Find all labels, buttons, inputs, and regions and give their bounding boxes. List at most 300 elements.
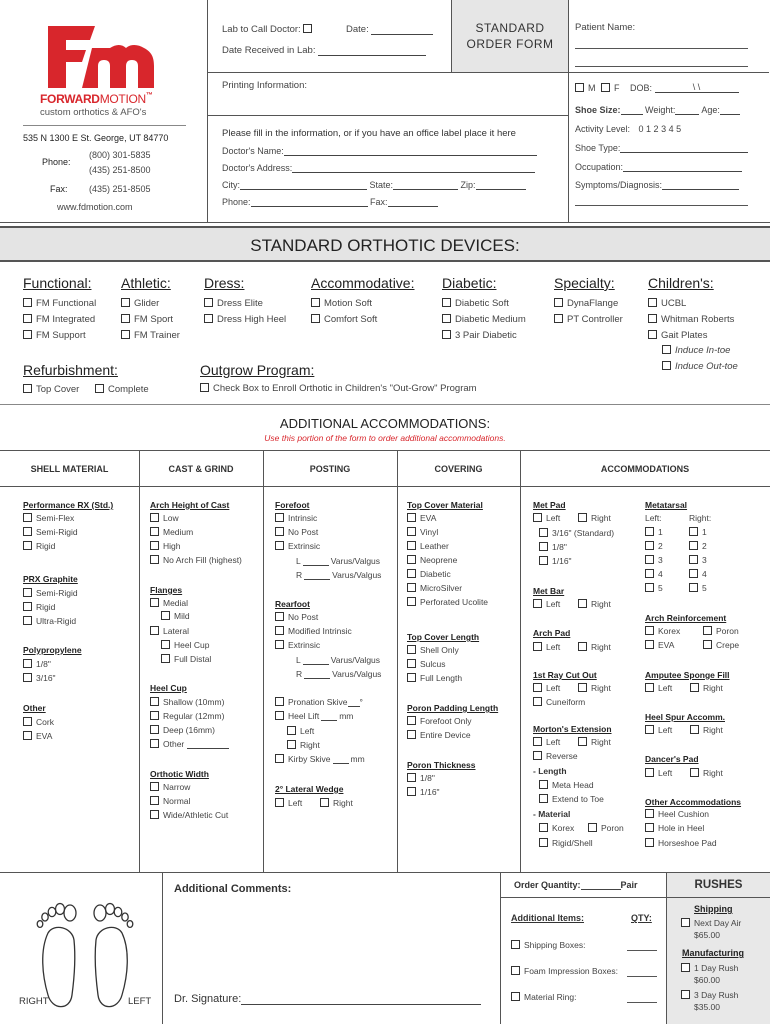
pronation-skive-label: Pronation Skive: [288, 697, 348, 707]
date-received-field[interactable]: [318, 55, 426, 56]
form-title-box: [452, 0, 568, 72]
forefoot-only-checkbox[interactable]: [407, 716, 416, 725]
shallow-checkbox[interactable]: [150, 697, 159, 706]
semi-rigid-checkbox[interactable]: [23, 527, 32, 536]
fm-trainer-checkbox[interactable]: [121, 330, 130, 339]
ray-left-checkbox[interactable]: [533, 683, 542, 692]
motion-soft-label: Motion Soft: [324, 298, 373, 309]
kirby-skive-field[interactable]: [333, 763, 349, 764]
fm-sport-label: FM Sport: [134, 314, 174, 325]
ray-left-label: Left: [546, 683, 561, 693]
top-cover-label: Top Cover: [36, 384, 80, 395]
material-korex-label: Korex: [552, 823, 575, 833]
leather-checkbox[interactable]: [407, 541, 416, 550]
degree-symbol: °: [359, 697, 363, 707]
rigid-checkbox[interactable]: [23, 541, 32, 550]
cork-checkbox[interactable]: [23, 717, 32, 726]
shoe-type-field[interactable]: [620, 152, 748, 153]
entire-device-label: Entire Device: [420, 730, 471, 740]
leather-label: Leather: [420, 541, 449, 551]
foam-boxes-label: Foam Impression Boxes:: [524, 966, 619, 976]
met-left-2-checkbox[interactable]: [645, 541, 654, 550]
col-posting: POSTING: [309, 464, 351, 474]
brand-rest: MOTION: [99, 92, 146, 106]
met-left-3-checkbox[interactable]: [645, 555, 654, 564]
met-left-4-checkbox[interactable]: [645, 569, 654, 578]
dancer-left-label: Left: [658, 768, 673, 778]
normal-checkbox[interactable]: [150, 796, 159, 805]
dynaflange-checkbox[interactable]: [554, 298, 563, 307]
reinf-poron-checkbox[interactable]: [703, 626, 712, 635]
perforated-ucolite-label: Perforated Ucolite: [420, 597, 489, 607]
doctor-fax-field[interactable]: [388, 206, 438, 207]
heel-lift-right-checkbox[interactable]: [287, 740, 296, 749]
logo: [40, 22, 170, 122]
city-label: City:: [222, 180, 240, 190]
amputee-left-label: Left: [658, 683, 673, 693]
met-pad-1-8-label: 1/8": [552, 542, 567, 552]
rigid-shell-checkbox[interactable]: [539, 838, 548, 847]
date-received-label: Date Received in Lab:: [222, 45, 316, 56]
rf-no-post-checkbox[interactable]: [275, 612, 284, 621]
material-ring-checkbox[interactable]: [511, 992, 520, 1001]
shell-eva-label: EVA: [36, 731, 53, 741]
met-pad-1-8-checkbox[interactable]: [539, 542, 548, 551]
met-left-5-checkbox[interactable]: [645, 583, 654, 592]
ray-right-checkbox[interactable]: [578, 683, 587, 692]
prx-semi-rigid-label: Semi-Rigid: [36, 588, 78, 598]
pt-controller-checkbox[interactable]: [554, 314, 563, 323]
mortons-extension-heading: Morton's Extension: [533, 724, 612, 734]
gait-plates-checkbox[interactable]: [648, 330, 657, 339]
met-bar-right-label: Right: [591, 599, 611, 609]
wedge-right-checkbox[interactable]: [320, 798, 329, 807]
shipping-boxes-qty[interactable]: [627, 950, 657, 951]
rf-extrinsic-checkbox[interactable]: [275, 640, 284, 649]
met-right-5-checkbox[interactable]: [689, 583, 698, 592]
tagline: custom orthotics & AFO's: [40, 107, 147, 118]
weight-label: Weight:: [645, 105, 676, 115]
ucbl-label: UCBL: [661, 298, 687, 309]
prx-heading: PRX Graphite: [23, 574, 78, 584]
polypropylene-heading: Polypropylene: [23, 645, 82, 655]
reinf-korex-checkbox[interactable]: [645, 626, 654, 635]
occupation-field[interactable]: [623, 171, 742, 172]
arch-low-label: Low: [163, 513, 179, 523]
female-checkbox[interactable]: [601, 83, 610, 92]
additional-title: ADDITIONAL ACCOMMODATIONS:: [279, 416, 491, 431]
dress-title: Dress:: [204, 275, 245, 291]
wide-checkbox[interactable]: [150, 810, 159, 819]
semi-rigid-label: Semi-Rigid: [36, 527, 78, 537]
reverse-checkbox[interactable]: [533, 751, 542, 760]
signature-field[interactable]: [241, 1004, 481, 1005]
male-label: M: [588, 83, 596, 93]
meta-head-checkbox[interactable]: [539, 780, 548, 789]
kirby-skive-checkbox[interactable]: [275, 754, 284, 763]
wedge-left-checkbox[interactable]: [275, 798, 284, 807]
arch-height-heading: Arch Height of Cast: [150, 500, 230, 510]
perforated-ucolite-checkbox[interactable]: [407, 597, 416, 606]
poron-1-16-label: 1/16": [420, 787, 440, 797]
ff-r-field[interactable]: [304, 579, 330, 580]
city-field[interactable]: [240, 189, 367, 190]
three-pair-diabetic-checkbox[interactable]: [442, 330, 451, 339]
material-ring-qty[interactable]: [627, 1002, 657, 1003]
reinf-eva-checkbox[interactable]: [645, 640, 654, 649]
morton-left-checkbox[interactable]: [533, 737, 542, 746]
full-length-checkbox[interactable]: [407, 673, 416, 682]
ff-l-label: L: [296, 556, 301, 566]
shell-only-checkbox[interactable]: [407, 645, 416, 654]
comfort-soft-label: Comfort Soft: [324, 314, 378, 325]
poly-1-8-label: 1/8": [36, 659, 51, 669]
poly-1-8-checkbox[interactable]: [23, 659, 32, 668]
rf-l-label: L: [296, 655, 301, 665]
occupation-label: Occupation:: [575, 162, 624, 172]
shoe-size-label: Shoe Size:: [575, 105, 621, 115]
met-left-4-label: 4: [658, 569, 663, 579]
met-right-1-label: 1: [702, 527, 707, 537]
heel-cup-other-checkbox[interactable]: [150, 739, 159, 748]
ucbl-checkbox[interactable]: [648, 298, 657, 307]
normal-label: Normal: [163, 796, 191, 806]
semi-flex-checkbox[interactable]: [23, 513, 32, 522]
diabetic-soft-checkbox[interactable]: [442, 298, 451, 307]
full-distal-checkbox[interactable]: [161, 654, 170, 663]
fm-integrated-checkbox[interactable]: [23, 314, 32, 323]
horseshoe-pad-label: Horseshoe Pad: [658, 838, 717, 848]
metatarsal-right-label: Right:: [689, 513, 712, 523]
ff-intrinsic-checkbox[interactable]: [275, 513, 284, 522]
fm-support-checkbox[interactable]: [23, 330, 32, 339]
arch-pad-heading: Arch Pad: [533, 628, 571, 638]
dancer-right-label: Right: [703, 768, 723, 778]
mild-checkbox[interactable]: [161, 611, 170, 620]
one-day-rush-checkbox[interactable]: [681, 963, 690, 972]
medial-checkbox[interactable]: [150, 598, 159, 607]
perf-rx-heading: Performance RX (Std.): [23, 500, 114, 510]
dress-elite-checkbox[interactable]: [204, 298, 213, 307]
rf-r-field[interactable]: [304, 678, 330, 679]
symptoms-label: Symptoms/Diagnosis:: [575, 180, 663, 190]
dob-field[interactable]: \ \: [655, 82, 739, 93]
induce-in-toe-checkbox[interactable]: [662, 345, 671, 354]
heel-lift-field[interactable]: [321, 720, 337, 721]
met-left-1-label: 1: [658, 527, 663, 537]
wedge-right-label: Right: [333, 798, 353, 808]
prx-ultra-rigid-label: Ultra-Rigid: [36, 616, 77, 626]
met-bar-left-checkbox[interactable]: [533, 599, 542, 608]
met-pad-3-16-checkbox[interactable]: [539, 528, 548, 537]
wedge-left-label: Left: [288, 798, 303, 808]
neoprene-checkbox[interactable]: [407, 555, 416, 564]
col-accommodations: ACCOMMODATIONS: [600, 464, 690, 474]
fax-label: Fax:: [50, 184, 68, 194]
rf-l-vv-label: Varus/Valgus: [330, 655, 381, 665]
reinf-crepe-checkbox[interactable]: [703, 640, 712, 649]
shell-eva-checkbox[interactable]: [23, 731, 32, 740]
comments-field[interactable]: [172, 900, 492, 990]
comfort-soft-checkbox[interactable]: [311, 314, 320, 323]
fm-support-label: FM Support: [36, 330, 86, 341]
dob-label: DOB:: [630, 83, 653, 93]
diabetic-medium-checkbox[interactable]: [442, 314, 451, 323]
met-pad-heading: Met Pad: [533, 500, 566, 510]
induce-out-toe-checkbox[interactable]: [662, 361, 671, 370]
weight-field[interactable]: [675, 114, 699, 115]
regular-label: Regular (12mm): [163, 711, 225, 721]
symptoms-field-2[interactable]: [575, 205, 748, 206]
arch-medium-checkbox[interactable]: [150, 527, 159, 536]
arch-pad-right-checkbox[interactable]: [578, 642, 587, 651]
age-label: Age:: [701, 105, 720, 115]
male-checkbox[interactable]: [575, 83, 584, 92]
semi-flex-label: Semi-Flex: [36, 513, 75, 523]
met-right-4-label: 4: [702, 569, 707, 579]
foam-boxes-qty[interactable]: [627, 976, 657, 977]
ray-right-label: Right: [591, 683, 611, 693]
met-pad-right-checkbox[interactable]: [578, 513, 587, 522]
brand-bold: FORWARD: [40, 92, 100, 106]
col-shell: SHELL MATERIAL: [30, 464, 109, 474]
comments-label: Additional Comments:: [174, 883, 292, 895]
lab-to-call-checkbox[interactable]: [303, 24, 312, 33]
rigid-shell-label: Rigid/Shell: [552, 838, 593, 848]
ff-intrinsic-label: Intrinsic: [288, 513, 318, 523]
next-day-air-checkbox[interactable]: [681, 918, 690, 927]
childrens-title: Children's:: [648, 275, 714, 291]
vinyl-checkbox[interactable]: [407, 527, 416, 536]
horseshoe-pad-checkbox[interactable]: [645, 838, 654, 847]
rf-modified-intrinsic-checkbox[interactable]: [275, 626, 284, 635]
heel-lift-left-label: Left: [300, 726, 315, 736]
met-pad-right-label: Right: [591, 513, 611, 523]
met-pad-1-16-checkbox[interactable]: [539, 556, 548, 565]
dress-high-heel-checkbox[interactable]: [204, 314, 213, 323]
motion-soft-checkbox[interactable]: [311, 298, 320, 307]
arch-pad-left-label: Left: [546, 642, 561, 652]
cuneiform-checkbox[interactable]: [533, 697, 542, 706]
material-poron-checkbox[interactable]: [588, 823, 597, 832]
amputee-right-checkbox[interactable]: [690, 683, 699, 692]
morton-right-checkbox[interactable]: [578, 737, 587, 746]
dancer-left-checkbox[interactable]: [645, 768, 654, 777]
poly-3-16-label: 3/16": [36, 673, 56, 683]
met-left-3-label: 3: [658, 555, 663, 565]
heel-cup-heading: Heel Cup: [150, 683, 187, 693]
whitman-roberts-label: Whitman Roberts: [661, 314, 735, 325]
poron-1-16-checkbox[interactable]: [407, 787, 416, 796]
poly-3-16-checkbox[interactable]: [23, 673, 32, 682]
arch-pad-left-checkbox[interactable]: [533, 642, 542, 651]
induce-out-toe-label: Induce Out-toe: [675, 361, 738, 372]
sulcus-checkbox[interactable]: [407, 659, 416, 668]
met-right-4-checkbox[interactable]: [689, 569, 698, 578]
extend-to-toe-label: Extend to Toe: [552, 794, 604, 804]
kirby-skive-label: Kirby Skive: [288, 754, 331, 764]
prx-ultra-rigid-checkbox[interactable]: [23, 616, 32, 625]
dress-elite-label: Dress Elite: [217, 298, 263, 309]
heel-cushion-label: Heel Cushion: [658, 809, 710, 819]
ff-l-field[interactable]: [303, 565, 329, 566]
one-day-price: $60.00: [694, 975, 720, 985]
lateral-checkbox[interactable]: [150, 626, 159, 635]
order-quantity-field[interactable]: [581, 889, 621, 890]
patient-name-field-2[interactable]: [575, 66, 748, 67]
reinf-crepe-label: Crepe: [716, 640, 740, 650]
glider-label: Glider: [134, 298, 160, 309]
prx-rigid-label: Rigid: [36, 602, 56, 612]
col-cast: CAST & GRIND: [168, 464, 234, 474]
top-cover-material-heading: Top Cover Material: [407, 500, 483, 510]
cover-diabetic-checkbox[interactable]: [407, 569, 416, 578]
flange-heel-cup-checkbox[interactable]: [161, 640, 170, 649]
heel-spur-right-checkbox[interactable]: [690, 725, 699, 734]
activity-levels[interactable]: 0 1 2 3 4 5: [638, 124, 682, 134]
entire-device-checkbox[interactable]: [407, 730, 416, 739]
prx-rigid-checkbox[interactable]: [23, 602, 32, 611]
shoe-size-field[interactable]: [621, 114, 643, 115]
amputee-left-checkbox[interactable]: [645, 683, 654, 692]
shallow-label: Shallow (10mm): [163, 697, 225, 707]
met-right-1-checkbox[interactable]: [689, 527, 698, 536]
shipping-boxes-label: Shipping Boxes:: [524, 940, 586, 950]
met-right-2-checkbox[interactable]: [689, 541, 698, 550]
doctor-address-field[interactable]: [292, 172, 535, 173]
pronation-skive-field[interactable]: [348, 706, 360, 707]
functional-title: Functional:: [23, 275, 92, 291]
pronation-skive-checkbox[interactable]: [275, 697, 284, 706]
phone-label: Phone:: [42, 157, 71, 167]
cork-label: Cork: [36, 717, 54, 727]
dancer-right-checkbox[interactable]: [690, 768, 699, 777]
heel-lift-left-checkbox[interactable]: [287, 726, 296, 735]
cover-eva-checkbox[interactable]: [407, 513, 416, 522]
foam-boxes-checkbox[interactable]: [511, 966, 520, 975]
glider-checkbox[interactable]: [121, 298, 130, 307]
zip-field[interactable]: [476, 189, 526, 190]
pair-label: Pair: [620, 880, 638, 890]
reinf-korex-label: Korex: [658, 626, 681, 636]
rf-r-label: R: [296, 669, 303, 679]
next-day-air-label: Next Day Air: [694, 918, 742, 928]
heel-cushion-checkbox[interactable]: [645, 809, 654, 818]
accommodative-title: Accommodative:: [311, 275, 415, 291]
complete-label: Complete: [108, 384, 149, 395]
material-label: - Material: [533, 809, 571, 819]
deep-label: Deep (16mm): [163, 725, 215, 735]
outgrow-title: Outgrow Program:: [200, 362, 315, 378]
three-day-rush-checkbox[interactable]: [681, 990, 690, 999]
fm-functional-checkbox[interactable]: [23, 298, 32, 307]
ff-extrinsic-label: Extrinsic: [288, 541, 321, 551]
shipping-heading: Shipping: [694, 904, 733, 914]
no-arch-fill-checkbox[interactable]: [150, 555, 159, 564]
poron-1-8-checkbox[interactable]: [407, 773, 416, 782]
shipping-boxes-checkbox[interactable]: [511, 940, 520, 949]
forefoot-heading: Forefoot: [275, 500, 310, 510]
arch-reinforcement-heading: Arch Reinforcement: [645, 613, 727, 623]
no-arch-fill-label: No Arch Fill (highest): [163, 555, 242, 565]
ff-r-label: R: [296, 570, 303, 580]
cuneiform-label: Cuneiform: [546, 697, 586, 707]
manufacturing-heading: Manufacturing: [682, 948, 744, 958]
met-bar-heading: Met Bar: [533, 586, 565, 596]
doctor-instructions: Please fill in the information, or if you have an office label place it here: [222, 128, 516, 139]
arch-low-checkbox[interactable]: [150, 513, 159, 522]
meta-head-label: Meta Head: [552, 780, 594, 790]
heel-spur-left-checkbox[interactable]: [645, 725, 654, 734]
patient-name-field[interactable]: [575, 48, 748, 49]
metatarsal-heading: Metatarsal: [645, 500, 688, 510]
doctor-name-field[interactable]: [284, 155, 537, 156]
age-field[interactable]: [720, 114, 740, 115]
rf-r-vv-label: Varus/Valgus: [332, 669, 382, 679]
heel-lift-checkbox[interactable]: [275, 711, 284, 720]
met-right-3-checkbox[interactable]: [689, 555, 698, 564]
state-field[interactable]: [393, 189, 458, 190]
arch-high-checkbox[interactable]: [150, 541, 159, 550]
hole-in-heel-checkbox[interactable]: [645, 823, 654, 832]
heel-cup-other-field[interactable]: [187, 748, 229, 749]
three-day-price: $35.00: [694, 1002, 720, 1012]
deep-checkbox[interactable]: [150, 725, 159, 734]
diabetic-title: Diabetic:: [442, 275, 497, 291]
complete-checkbox[interactable]: [95, 384, 104, 393]
morton-right-label: Right: [591, 737, 611, 747]
lab-to-call-label: Lab to Call Doctor:: [222, 24, 301, 35]
whitman-roberts-checkbox[interactable]: [648, 314, 657, 323]
devices-title: STANDARD ORTHOTIC DEVICES:: [250, 236, 520, 255]
ff-extrinsic-checkbox[interactable]: [275, 541, 284, 550]
fm-sport-checkbox[interactable]: [121, 314, 130, 323]
next-day-price: $65.00: [694, 930, 720, 940]
narrow-checkbox[interactable]: [150, 782, 159, 791]
doctor-phone-field[interactable]: [251, 206, 368, 207]
met-right-5-label: 5: [702, 583, 707, 593]
amputee-right-label: Right: [703, 683, 723, 693]
form-title-2: ORDER FORM: [466, 37, 554, 51]
material-korex-checkbox[interactable]: [539, 823, 548, 832]
phone-2: (435) 251-8500: [89, 165, 151, 175]
extend-to-toe-checkbox[interactable]: [539, 794, 548, 803]
address-line: 535 N 1300 E St. George, UT 84770: [23, 133, 169, 143]
microsilver-checkbox[interactable]: [407, 583, 416, 592]
met-pad-left-checkbox[interactable]: [533, 513, 542, 522]
met-pad-3-16-label: 3/16" (Standard): [552, 528, 615, 538]
rearfoot-heading: Rearfoot: [275, 599, 310, 609]
rigid-label: Rigid: [36, 541, 56, 551]
outgrow-checkbox[interactable]: [200, 383, 209, 392]
date-field[interactable]: [371, 34, 433, 35]
poron-padding-heading: Poron Padding Length: [407, 703, 499, 713]
top-cover-checkbox[interactable]: [23, 384, 32, 393]
heel-spur-right-label: Right: [703, 725, 723, 735]
poron-1-8-label: 1/8": [420, 773, 435, 783]
heel-lift-right-label: Right: [300, 740, 320, 750]
rf-l-field[interactable]: [303, 664, 329, 665]
one-day-rush-label: 1 Day Rush: [694, 963, 739, 973]
symptoms-field[interactable]: [662, 189, 739, 190]
regular-checkbox[interactable]: [150, 711, 159, 720]
met-left-1-checkbox[interactable]: [645, 527, 654, 536]
specialty-title: Specialty:: [554, 275, 615, 291]
met-bar-right-checkbox[interactable]: [578, 599, 587, 608]
right-foot-label: RIGHT: [19, 996, 49, 1007]
ff-no-post-checkbox[interactable]: [275, 527, 284, 536]
prx-semi-rigid-checkbox[interactable]: [23, 588, 32, 597]
